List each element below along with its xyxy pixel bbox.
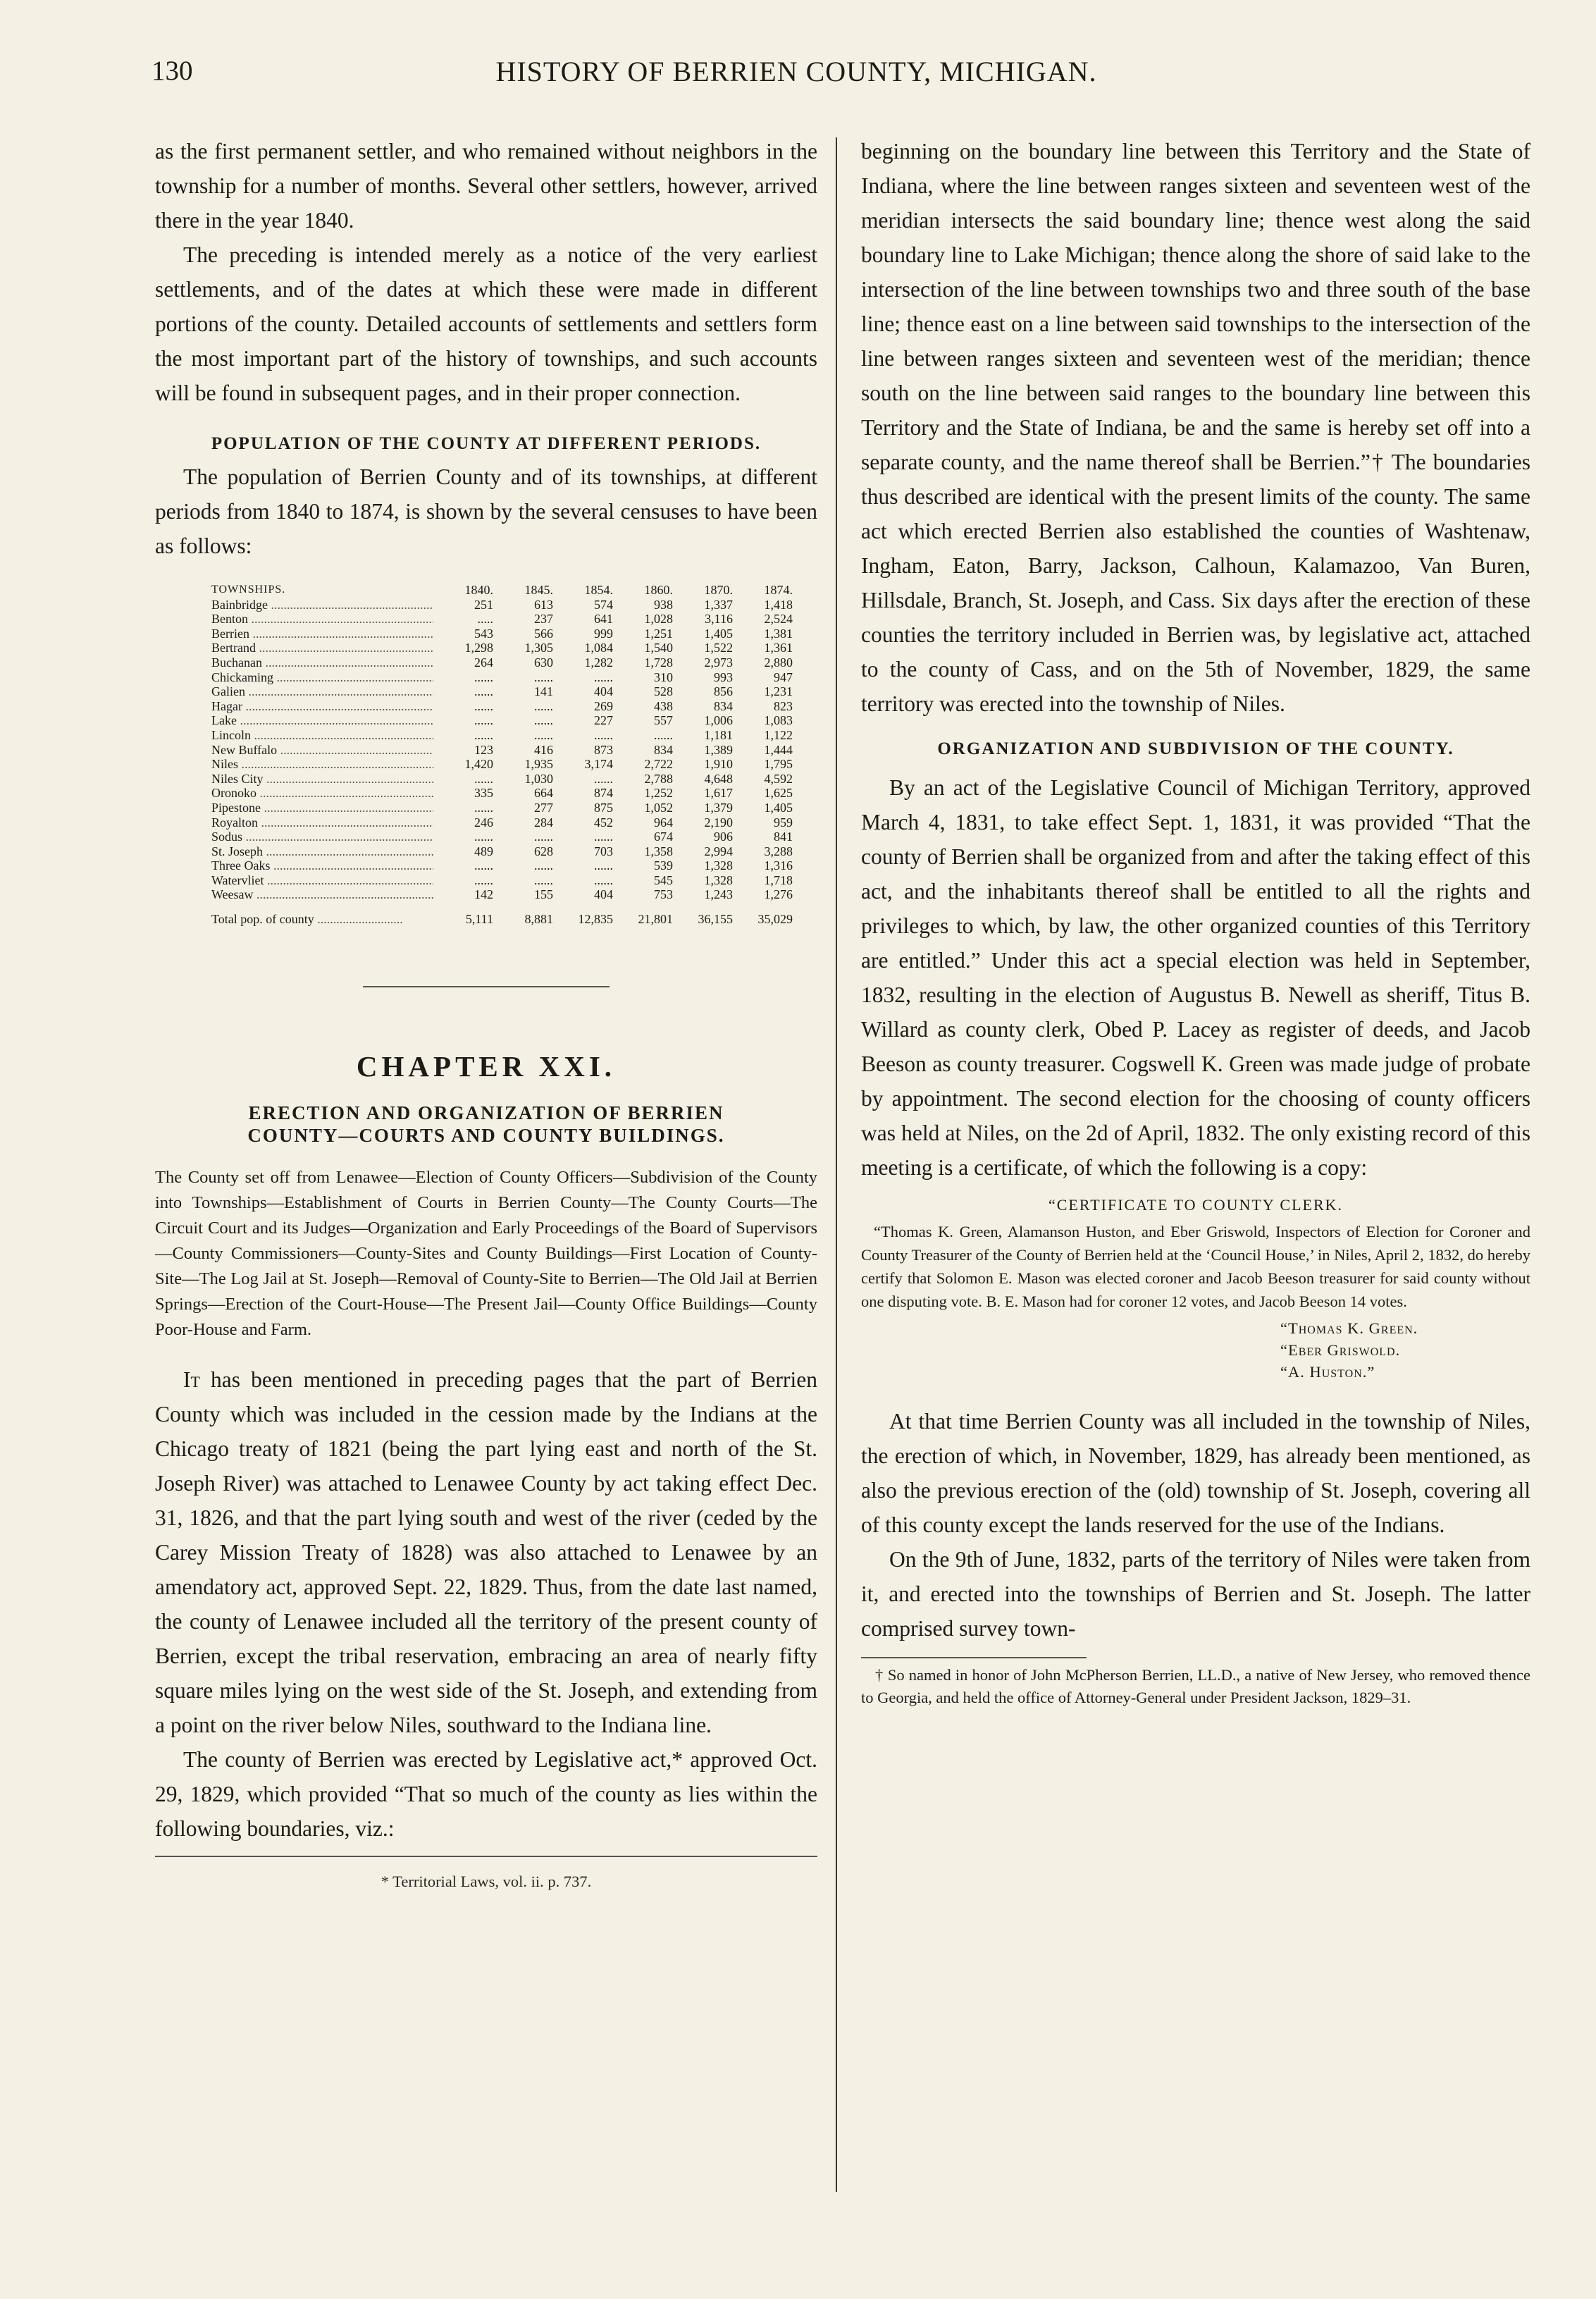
population-heading: POPULATION OF THE COUNTY AT DIFFERENT PERIODS.	[211, 434, 762, 453]
table-cell: 1,282	[584, 655, 613, 670]
table-township-name: Royalton .....	[211, 815, 433, 830]
table-total-cell: 8,881	[524, 912, 553, 927]
table-total-cell: 35,029	[757, 912, 793, 927]
table-cell: ......	[474, 727, 493, 742]
table-cell: 1,122	[764, 727, 793, 742]
right-para-niles: At that time Berrien County was all included in the township of Niles, the erection of which, in November, 1829, has already been mentioned, as also the previous erection of the (old) township of St. Joseph, covering all of this county except the lands reserved for the use of the Indians.	[861, 1409, 1530, 1537]
table-cell: 1,381	[764, 626, 793, 641]
left-para-preceding: The preceding is intended merely as a notice of the very earliest settlements, and of the dates at which these were made in different portions of the county. Detailed accounts of settlements and settlers form the most important part of the history of townships, and such accounts will be found in subsequent pages, and in their proper connection.	[155, 242, 817, 405]
table-cell: 1,084	[584, 641, 613, 655]
chapter-subtitle-line-1: ERECTION AND ORGANIZATION OF BERRIEN	[248, 1102, 724, 1123]
table-body	[211, 598, 793, 902]
table-cell: 947	[774, 670, 793, 684]
table-cell: 664	[534, 786, 553, 801]
right-para-organization: By an act of the Legislative Council of Michigan Territory, approved March 4, 1831, to take effect Sept. 1, 1831, it was provided “That the county of Berrien shall be organized from and after the taking effect of this act, and the inhabitants thereof shall be entitled to all the rights and privileges to which, by law, the other organized counties of this Territory are entitled.” Under this act a special election was held in September, 1832, resulting in the election of Augustus B. Newell as sheriff, Titus B. Willard as county clerk, Obed P. Lacey as register of deeds, and Jacob Beeson as county treasurer. Cogswell K. Green was made judge of probate by appointment. The second election for the choosing of county officers was held at Niles, on the 2d of April, 1832. The only existing record of this meeting is a certificate, of which the following is a copy:	[861, 775, 1530, 1180]
table-cell: 1,358	[644, 844, 673, 858]
table-header-year: 1870.	[704, 583, 733, 597]
table-cell: 906	[714, 830, 733, 844]
table-cell: ......	[474, 873, 493, 887]
table-township-name: Three Oaks .....	[211, 858, 433, 873]
table-cell: 1,361	[764, 641, 793, 655]
table-row	[211, 887, 793, 902]
table-cell: 841	[774, 830, 793, 844]
table-cell: 1,405	[704, 626, 733, 641]
table-cell: 1,243	[704, 887, 733, 902]
table-cell: ......	[594, 858, 613, 873]
table-cell: 227	[594, 713, 613, 728]
table-cell: ......	[474, 698, 493, 713]
table-cell: 123	[474, 742, 493, 757]
page-header	[151, 55, 1441, 97]
certificate-signature: “Eber Griswold.	[1280, 1341, 1401, 1359]
table-township-name: Bainbridge .....	[211, 598, 433, 612]
table-township-name: Lincoln .....	[211, 728, 433, 743]
table-row	[211, 830, 793, 844]
table-header-year: 1874.	[764, 583, 793, 597]
table-cell: ......	[534, 830, 553, 844]
table-cell: 1,444	[764, 742, 793, 757]
table-cell: 404	[594, 887, 613, 902]
table-cell: 277	[534, 800, 553, 815]
table-township-name: Hagar .....	[211, 699, 433, 714]
table-cell: 834	[654, 742, 673, 757]
table-cell: 834	[714, 698, 733, 713]
table-cell: 539	[654, 858, 673, 873]
certificate-signature: “Thomas K. Green.	[1280, 1319, 1418, 1337]
table-cell: 545	[654, 873, 673, 887]
chapter-para-2: The county of Berrien was erected by Legislative act,* approved Oct. 29, 1829, which provided “That so much of the county as lies within the following boundaries, viz.:	[155, 1746, 817, 1841]
table-township-name: Berrien .....	[211, 627, 433, 641]
table-cell: 155	[534, 887, 553, 902]
table-cell: 4,592	[764, 771, 793, 786]
chapter-para-1	[155, 1362, 817, 1742]
table-township-name: Pipestone .....	[211, 801, 433, 815]
table-cell: 2,722	[644, 757, 673, 772]
table-row	[211, 757, 793, 772]
footnote-territorial-laws: * Territorial Laws, vol. ii. p. 737.	[381, 1872, 592, 1890]
table-township-name: Niles .....	[211, 757, 433, 772]
table-cell: 1,251	[644, 626, 673, 641]
table-cell: 1,935	[524, 757, 553, 772]
table-row	[211, 858, 793, 873]
table-cell: 1,337	[704, 597, 733, 612]
table-cell: 628	[534, 844, 553, 858]
table-cell: ......	[534, 670, 553, 684]
chapter-synopsis: The County set off from Lenawee—Election of County Officers—Subdivision of the County into Townships—Establishment of Courts in Berrien County—The County Courts—The Circuit Court and its Judges—Organization and Early Proceedings of the Board of Supervisors—County Commissioners—County-Sites and County Buildings—First Location of County-Site—The Log Jail at St. Joseph—Removal of County-Site to Berrien—The Old Jail at Berrien Springs—Erection of the Court-House—The Present Jail—County Office Buildings—County Poor-House and Farm.	[155, 1167, 817, 1339]
table-header-row	[211, 583, 793, 598]
table-cell: ......	[474, 713, 493, 728]
table-cell: ......	[474, 684, 493, 699]
table-cell: 856	[714, 684, 733, 699]
table-cell: ......	[654, 727, 673, 742]
page-number: 130	[151, 56, 193, 86]
table-cell: 142	[474, 887, 493, 902]
table-cell: 1,328	[704, 858, 733, 873]
table-cell: 3,116	[705, 612, 733, 627]
table-header-year: 1854.	[584, 583, 613, 597]
table-cell: 1,910	[704, 757, 733, 772]
right-column	[861, 134, 1530, 1709]
table-row	[211, 655, 793, 670]
table-cell: 2,788	[644, 771, 673, 786]
table-row	[211, 786, 793, 801]
table-header-townships: TOWNSHIPS.	[211, 584, 286, 596]
table-township-name: Watervliet .....	[211, 873, 433, 888]
table-cell: 1,276	[764, 887, 793, 902]
table-cell: 1,316	[764, 858, 793, 873]
table-cell: 2,994	[704, 844, 733, 858]
table-cell: 284	[534, 815, 553, 830]
table-cell: 1,028	[644, 612, 673, 627]
chapter-para-1-text: has been mentioned in preceding pages that the part of Berrien County which was included in the cession made by the Indians at the Chicago treaty of 1821 (being the part lying east and north of the St. Joseph River) was attached to Lenawee County by act taking effect Dec. 31, 1826, and that the part lying south and west of the river (ceded by the Carey Mission Treaty of 1828) was also attached to Lenawee by an amendatory act, approved Sept. 22, 1829. Thus, from the date last named, the county of Lenawee included all the territory of the present county of Berrien, except the tribal reservation, embracing an area of nearly fifty square miles lying on the west side of the St. Joseph, and extending from a point on the river below Niles, southward to the Indiana line.	[155, 1367, 817, 1737]
table-cell: ......	[534, 858, 553, 873]
table-cell: ......	[594, 830, 613, 844]
table-township-name: Galien .....	[211, 684, 433, 699]
table-cell: 438	[654, 698, 673, 713]
table-row	[211, 801, 793, 815]
table-cell: 264	[474, 655, 493, 670]
table-cell: 874	[594, 786, 613, 801]
table-cell: 753	[654, 887, 673, 902]
table-cell: ......	[534, 727, 553, 742]
table-row	[211, 728, 793, 743]
table-township-name: Bertrand .....	[211, 641, 433, 655]
table-cell: 1,795	[764, 757, 793, 772]
table-row	[211, 612, 793, 627]
table-cell: 1,030	[524, 771, 553, 786]
table-row	[211, 815, 793, 830]
table-cell: ......	[534, 698, 553, 713]
table-cell: 246	[474, 815, 493, 830]
chapter-subtitle-line-2: COUNTY—COURTS AND COUNTY BUILDINGS.	[247, 1124, 725, 1146]
table-row	[211, 772, 793, 787]
table-header-year: 1860.	[644, 583, 673, 597]
population-table	[211, 583, 793, 927]
table-row	[211, 598, 793, 612]
certificate-signature: “A. Huston.”	[1280, 1363, 1375, 1381]
table-total-cell: 12,835	[578, 912, 613, 927]
table-row	[211, 743, 793, 758]
table-cell: 237	[534, 612, 553, 627]
table-cell: 3,288	[764, 844, 793, 858]
table-township-name: Sodus .....	[211, 830, 433, 844]
table-total-label: Total pop. of county .....	[211, 912, 433, 927]
table-row	[211, 699, 793, 714]
table-cell: 2,973	[704, 655, 733, 670]
table-row	[211, 873, 793, 888]
table-cell: ......	[474, 830, 493, 844]
table-row	[211, 670, 793, 685]
table-cell: 310	[654, 670, 673, 684]
table-total-cell: 36,155	[698, 912, 733, 927]
table-cell: 574	[594, 597, 613, 612]
running-title: HISTORY OF BERRIEN COUNTY, MICHIGAN.	[495, 56, 1097, 87]
table-cell: 1,298	[464, 641, 493, 655]
table-cell: ......	[534, 713, 553, 728]
table-cell: 1,405	[764, 800, 793, 815]
table-cell: 1,006	[704, 713, 733, 728]
table-township-name: New Buffalo .....	[211, 743, 433, 758]
table-cell: 1,420	[464, 757, 493, 772]
table-cell: 1,389	[704, 742, 733, 757]
table-cell: 1,083	[764, 713, 793, 728]
table-township-name: Oronoko .....	[211, 786, 433, 801]
table-cell: 3,174	[584, 757, 613, 772]
table-total-cell: 5,111	[465, 912, 493, 927]
table-cell: 875	[594, 800, 613, 815]
table-cell: 674	[654, 830, 673, 844]
table-cell: ......	[594, 873, 613, 887]
table-cell: 1,718	[764, 873, 793, 887]
table-cell: 2,190	[704, 815, 733, 830]
table-cell: ......	[594, 771, 613, 786]
table-cell: 251	[474, 597, 493, 612]
table-cell: ......	[474, 858, 493, 873]
table-township-name: Niles City .....	[211, 772, 433, 787]
table-row	[211, 684, 793, 699]
table-cell: 1,625	[764, 786, 793, 801]
table-header-year: 1845.	[524, 583, 553, 597]
right-para-boundaries: beginning on the boundary line between this Territory and the State of Indiana, where the line between ranges sixteen and seventeen west of the meridian intersects the said boundary line; thence west along the said boundary line to Lake Michigan; thence along the shore of said lake to the intersection of the line between townships two and three south of the base line; thence east on a line between said townships to the intersection of the line between ranges sixteen and seventeen west of the meridian; thence south on the line between said ranges to the boundary line between this Territory and the State of Indiana, be and the same is hereby set off into a separate county, and the name thereof shall be Berrien.”† The boundaries thus described are identical with the present limits of the county. The same act which erected Berrien also established the counties of Washtenaw, Ingham, Eaton, Barry, Jackson, Calhoun, Kalamazoo, Van Buren, Hillsdale, Branch, St. Joseph, and Cass. Six days after the erection of these counties the territory included in Berrien was, by legislative act, attached to the county of Cass, and on the 5th of November, 1829, the same territory was erected into the township of Niles.	[861, 139, 1530, 716]
table-cell: 1,181	[704, 727, 733, 742]
table-cell: 873	[594, 742, 613, 757]
table-cell: 269	[594, 698, 613, 713]
table-cell: 4,648	[704, 771, 733, 786]
table-cell: 1,379	[704, 800, 733, 815]
certificate-body: “Thomas K. Green, Alamanson Huston, and Eber Griswold, Inspectors of Election for Coroner and County Treasurer of the County of Berrien held at the ‘Council House,’ in Niles, April 2, 1832, do hereby certify that Solomon E. Mason was elected coroner and Jacob Beeson treasurer for said county without one disputing vote. B. E. Mason had for coroner 12 votes, and Jacob Beeson 14 votes.	[861, 1223, 1530, 1310]
table-cell: 1,305	[524, 641, 553, 655]
table-cell: 1,231	[764, 684, 793, 699]
table-cell: 566	[534, 626, 553, 641]
left-para-continued: as the first permanent settler, and who remained without neighbors in the township for a number of months. Several other settlers, however, arrived there in the year 1840.	[155, 139, 817, 233]
table-cell: 613	[534, 597, 553, 612]
table-row	[211, 627, 793, 641]
table-cell: .....	[477, 612, 493, 627]
table-township-name: Buchanan .....	[211, 655, 433, 670]
table-cell: 335	[474, 786, 493, 801]
right-para-june-1832: On the 9th of June, 1832, parts of the territory of Niles were taken from it, and erected into the townships of Berrien and St. Joseph. The latter comprised survey town-	[861, 1547, 1530, 1641]
left-column	[155, 134, 817, 1899]
table-cell: ......	[594, 670, 613, 684]
population-intro: The population of Berrien County and of its townships, at different periods from 1840 to 1874, is shown by the several censuses to have been as follows:	[155, 464, 817, 558]
chapter-para-1-first-word: It	[183, 1367, 200, 1392]
table-township-name: Lake .....	[211, 713, 433, 728]
table-row	[211, 641, 793, 655]
table-cell: 452	[594, 815, 613, 830]
table-cell: 1,540	[644, 641, 673, 655]
table-cell: 641	[594, 612, 613, 627]
table-cell: 1,522	[704, 641, 733, 655]
footnote-berrien-name: † So named in honor of John McPherson Berrien, LL.D., a native of New Jersey, who removed thence to Georgia, and held the office of Attorney-General under President Jackson, 1829–31.	[861, 1666, 1530, 1706]
table-cell: 141	[534, 684, 553, 699]
table-cell: 1,728	[644, 655, 673, 670]
table-cell: 1,252	[644, 786, 673, 801]
table-cell: 993	[714, 670, 733, 684]
table-cell: ......	[534, 873, 553, 887]
table-cell: 416	[534, 742, 553, 757]
table-cell: 489	[474, 844, 493, 858]
table-cell: 543	[474, 626, 493, 641]
table-cell: 2,880	[764, 655, 793, 670]
table-cell: 938	[654, 597, 673, 612]
table-cell: ......	[474, 771, 493, 786]
table-total-row	[211, 912, 793, 927]
table-cell: 999	[594, 626, 613, 641]
table-row	[211, 844, 793, 859]
table-cell: 528	[654, 684, 673, 699]
table-cell: ......	[594, 727, 613, 742]
table-cell: 823	[774, 698, 793, 713]
table-cell: ......	[474, 670, 493, 684]
table-cell: 703	[594, 844, 613, 858]
table-cell: ......	[474, 800, 493, 815]
column-divider	[836, 137, 837, 2192]
table-cell: 1,418	[764, 597, 793, 612]
table-cell: 404	[594, 684, 613, 699]
table-township-name: Weesaw .....	[211, 887, 433, 902]
table-cell: 1,328	[704, 873, 733, 887]
table-township-name: Chickaming .....	[211, 670, 433, 685]
table-total-cell: 21,801	[638, 912, 673, 927]
table-cell: 630	[534, 655, 553, 670]
table-row	[211, 713, 793, 728]
table-cell: 2,524	[764, 612, 793, 627]
chapter-title: CHAPTER XXI.	[356, 1049, 617, 1083]
certificate-heading: “CERTIFICATE TO COUNTY CLERK.	[1048, 1196, 1344, 1214]
table-cell: 557	[654, 713, 673, 728]
table-cell: 959	[774, 815, 793, 830]
table-cell: 964	[654, 815, 673, 830]
table-township-name: Benton .....	[211, 612, 433, 627]
table-cell: 1,052	[644, 800, 673, 815]
table-township-name: St. Joseph .....	[211, 844, 433, 859]
table-header-year: 1840.	[464, 583, 493, 597]
organization-heading: ORGANIZATION AND SUBDIVISION OF THE COUNTY.	[937, 739, 1454, 758]
table-cell: 1,617	[704, 786, 733, 801]
